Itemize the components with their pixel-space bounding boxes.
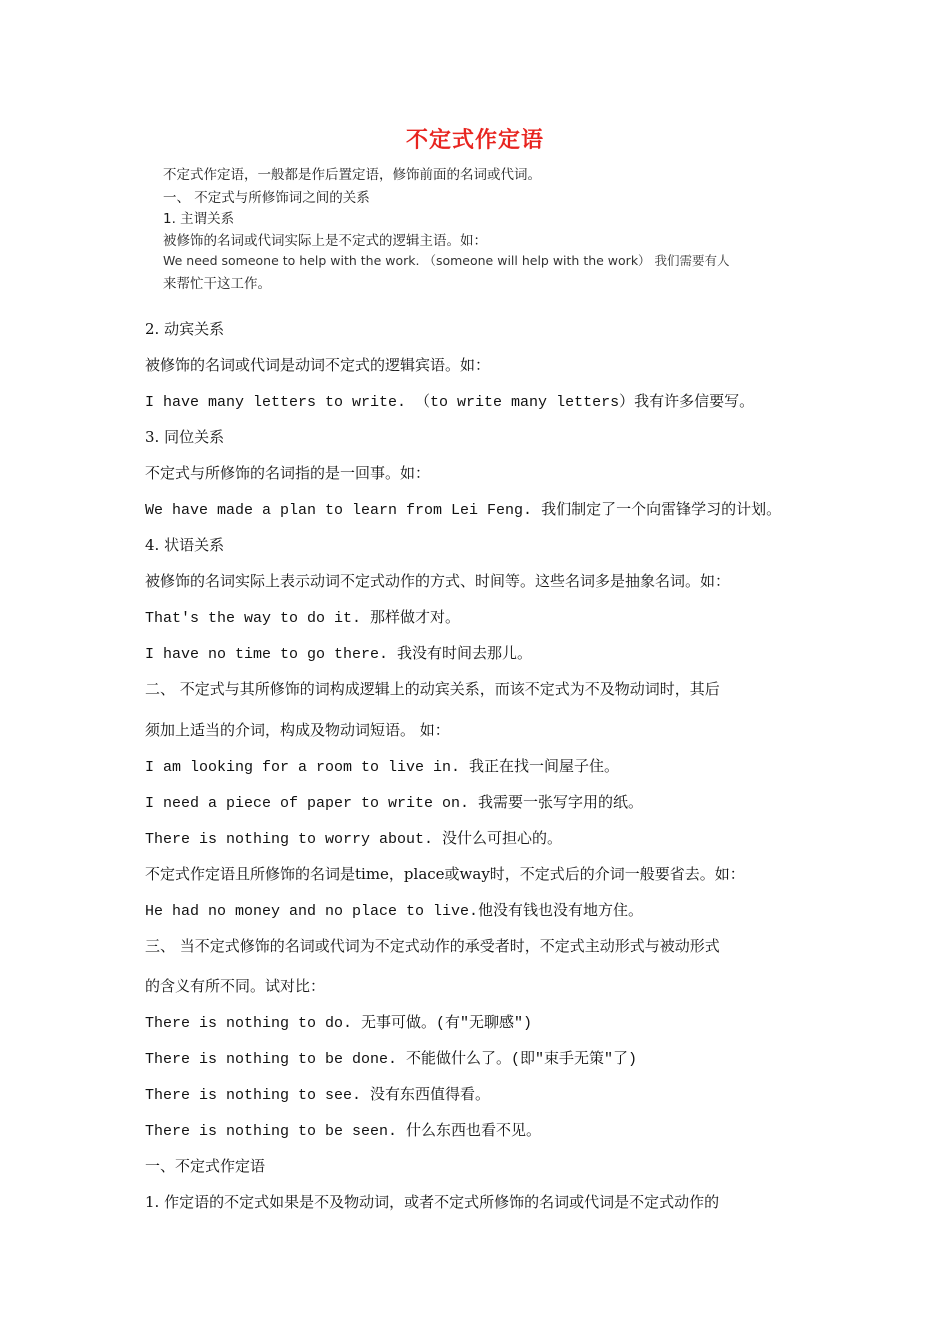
paragraph: 的含义有所不同。试对比： (145, 977, 326, 995)
intro-line: 被修饰的名词或代词实际上是不定式的逻辑主语。如： (163, 233, 487, 249)
paragraph: 1. 作定语的不定式如果是不及物动词，或者不定式所修饰的名词或代词是不定式动作的 (145, 1193, 720, 1211)
example-sentence: I have no time to go there. 我没有时间去那儿。 (145, 646, 533, 663)
example-sentence: I have many letters to write. （to write many letters）我有许多信要写。 (145, 394, 755, 411)
section-heading: 一、 不定式与所修饰词之间的关系 (163, 190, 370, 206)
example-sentence: We have made a plan to learn from Lei Feng. 我们制定了一个向雷锋学习的计划。 (145, 502, 782, 519)
subsection-heading: 3. 同位关系 (145, 428, 225, 446)
example-sentence: We need someone to help with the work. （someone will help with the work） 我们需要有人 (163, 253, 730, 268)
example-sentence: He had no money and no place to live.他没有钱也没有地方住。 (145, 903, 644, 920)
section-heading: 三、 当不定式修饰的名词或代词为不定式动作的承受者时，不定式主动形式与被动形式 (145, 937, 720, 955)
paragraph: 不定式作定语且所修饰的名词是time，place或way时，不定式后的介词一般要省去。如： (145, 865, 745, 883)
example-sentence: I need a piece of paper to write on. 我需要一张写字用的纸。 (145, 795, 644, 812)
subsection-heading: 4. 状语关系 (145, 536, 225, 554)
example-sentence: I am looking for a room to live in. 我正在找一间屋子住。 (145, 759, 620, 776)
subsection-heading: 2. 动宾关系 (145, 320, 225, 338)
example-sentence: There is nothing to see. 没有东西值得看。 (145, 1087, 491, 1104)
example-sentence: There is nothing to worry about. 没什么可担心的。 (145, 831, 563, 848)
paragraph: 被修饰的名词或代词是动词不定式的逻辑宾语。如： (145, 356, 491, 374)
example-translation: 来帮忙干这工作。 (163, 276, 271, 292)
example-sentence: That's the way to do it. 那样做才对。 (145, 610, 461, 627)
section-heading: 一、不定式作定语 (145, 1157, 266, 1175)
paragraph: 被修饰的名词实际上表示动词不定式动作的方式、时间等。这些名词多是抽象名词。如： (145, 572, 731, 590)
paragraph: 须加上适当的介词，构成及物动词短语。 如： (145, 721, 450, 739)
example-sentence: There is nothing to be done. 不能做什么了。(即"束手无策"了) (145, 1051, 638, 1068)
example-sentence: There is nothing to do. 无事可做。(有"无聊感") (145, 1015, 533, 1032)
intro-line: 不定式作定语，一般都是作后置定语，修饰前面的名词或代词。 (163, 167, 541, 183)
section-heading: 二、 不定式与其所修饰的词构成逻辑上的动宾关系，而该不定式为不及物动词时，其后 (145, 680, 720, 698)
subsection-heading: 1. 主谓关系 (163, 211, 235, 227)
page-title: 不定式作定语 (405, 128, 544, 153)
paragraph: 不定式与所修饰的名词指的是一回事。如： (145, 464, 431, 482)
example-sentence: There is nothing to be seen. 什么东西也看不见。 (145, 1123, 542, 1140)
